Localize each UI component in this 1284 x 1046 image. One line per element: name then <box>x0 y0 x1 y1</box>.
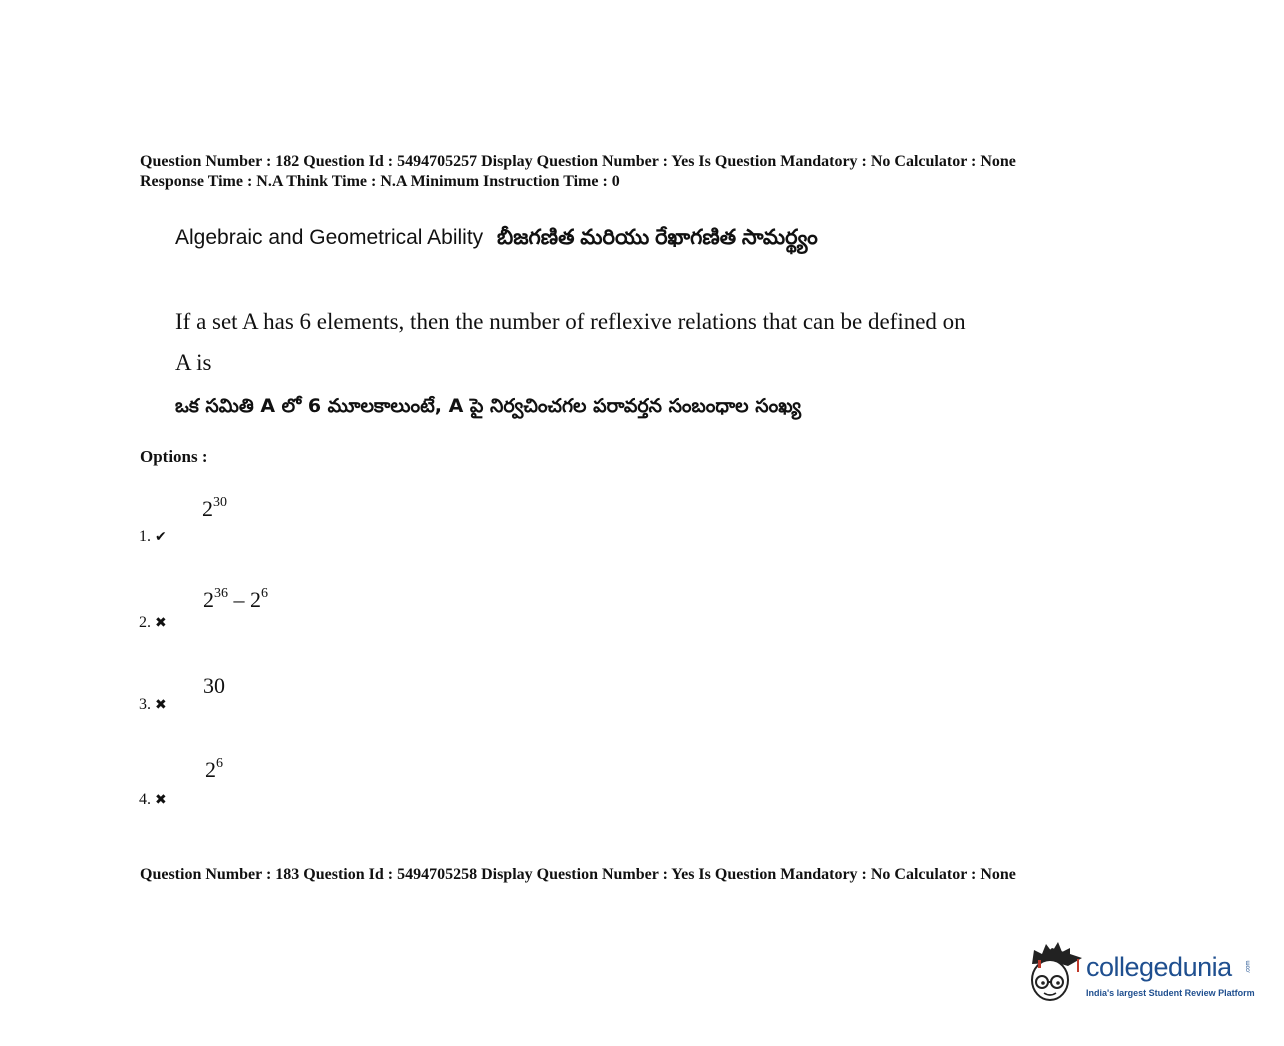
option-exponent: 36 <box>214 585 228 601</box>
question-text-line-1: If a set A has 6 elements, then the number of reflexive relations that can be defined on <box>175 309 966 334</box>
option-base: 2 <box>203 587 214 612</box>
brand-name: collegedunia <box>1086 952 1232 982</box>
option-4-value <box>205 757 223 783</box>
option-base: 30 <box>203 673 225 698</box>
option-3-value <box>203 673 225 699</box>
collegedunia-logo <box>1024 938 1264 1018</box>
option-number: 3. <box>139 696 151 713</box>
option-1-value <box>202 496 227 522</box>
option-1-number <box>139 528 167 546</box>
subject-telugu: బీజగణిత మరియు రేఖాగణిత సామర్థ్యం <box>497 226 818 249</box>
option-2-number <box>139 614 167 632</box>
brand-tagline: India's largest Student Review Platform <box>1086 988 1255 998</box>
option-number: 4. <box>139 791 151 808</box>
question-meta-line-1: Question Number : 182 Question Id : 5494705257 Display Question Number : Yes Is Question Mandatory : No Calculator : None <box>140 153 1016 170</box>
question-meta-line-2: Response Time : N.A Think Time : N.A Minimum Instruction Time : 0 <box>140 173 620 190</box>
option-4-number <box>139 791 167 809</box>
question-text-telugu: ఒక సమితి A లో 6 మూలకాలుంటే, A పై నిర్వచించగల పరావర్తన సంబంధాల సంఖ్య <box>175 395 802 417</box>
next-question-meta: Question Number : 183 Question Id : 5494705258 Display Question Number : Yes Is Question Mandatory : No Calculator : None <box>140 866 1016 883</box>
mascot-icon <box>1024 938 1084 1010</box>
cross-icon: ✖ <box>155 615 167 631</box>
subject-english: Algebraic and Geometrical Ability <box>175 226 484 249</box>
option-2-value <box>203 587 268 613</box>
options-label: Options : <box>140 447 208 466</box>
cross-icon: ✖ <box>155 792 167 808</box>
option-base: 2 <box>202 496 213 521</box>
option-exponent: 6 <box>216 755 223 771</box>
option-number: 1. <box>139 528 151 545</box>
option-tail-exponent: 6 <box>261 585 268 601</box>
option-exponent: 30 <box>213 494 227 510</box>
brand-suffix: .com <box>1245 960 1252 974</box>
subject-title <box>175 226 818 255</box>
option-number: 2. <box>139 614 151 631</box>
question-text-line-2: A is <box>175 350 212 375</box>
option-3-number <box>139 696 167 714</box>
option-base: 2 <box>205 757 216 782</box>
option-tail-base: – 2 <box>228 587 261 612</box>
check-icon: ✔ <box>155 529 167 545</box>
cross-icon: ✖ <box>155 697 167 713</box>
